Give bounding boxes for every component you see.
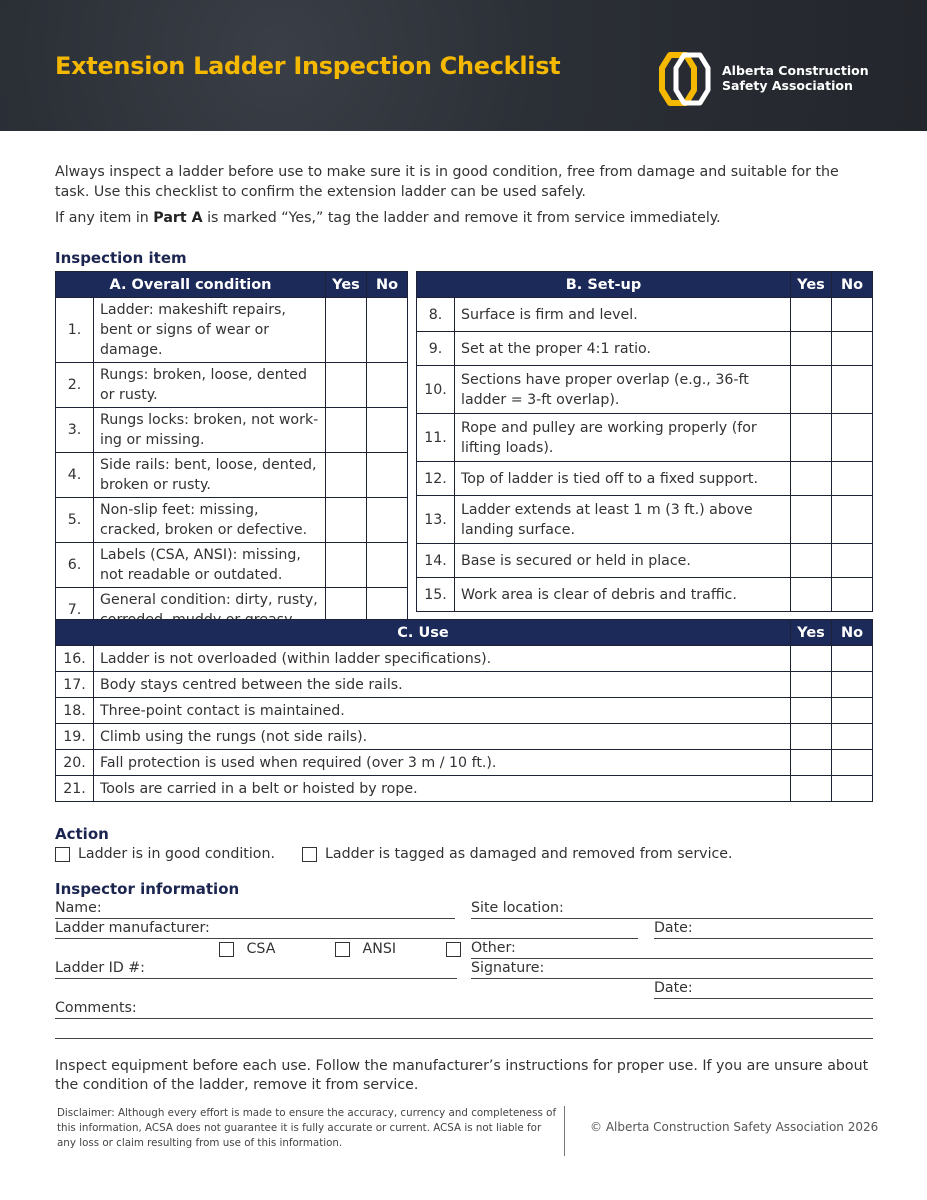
disclaimer: Disclaimer: Although every effort is made to ensure the accuracy, currency and completeness of this information, ACSA does not guarantee it is fully accurate or current. ACSA is not liable for any loss or claim resulting from use of this information. [57, 1107, 557, 1149]
checklist-row [56, 298, 408, 363]
item-number: 3. [56, 408, 94, 453]
item-number: 6. [56, 543, 94, 588]
signature-field[interactable]: Signature: [471, 960, 873, 979]
item-text: Rope and pulley are working properly (for lifting loads). [455, 414, 791, 462]
other-option[interactable] [446, 941, 461, 957]
checklist-row [56, 453, 408, 498]
checklist-row [417, 578, 873, 612]
item-number: 17. [56, 672, 94, 698]
item-text: Ladder is not overloaded (within ladder specifications). [94, 646, 791, 672]
date-field-2[interactable]: Date: [654, 980, 873, 999]
item-number: 2. [56, 363, 94, 408]
no-checkbox-cell[interactable] [367, 498, 408, 543]
item-number: 8. [417, 298, 455, 332]
checklist-row [56, 776, 873, 802]
part-b-title: B. Set-up [417, 272, 791, 298]
yes-checkbox-cell[interactable] [791, 544, 832, 578]
checklist-row [56, 724, 873, 750]
item-text: Three-point contact is maintained. [94, 698, 791, 724]
no-checkbox-cell[interactable] [367, 543, 408, 588]
part-a-no-header: No [367, 272, 408, 298]
yes-checkbox-cell[interactable] [791, 724, 832, 750]
item-text: Non-slip feet: missing, cracked, broken or defective. [94, 498, 326, 543]
item-text: Base is secured or held in place. [455, 544, 791, 578]
yes-checkbox-cell[interactable] [791, 776, 832, 802]
yes-checkbox-cell[interactable] [791, 496, 832, 544]
item-number: 10. [417, 366, 455, 414]
inspector-info-heading: Inspector information [55, 880, 240, 898]
no-checkbox-cell[interactable] [367, 298, 408, 363]
yes-checkbox-cell[interactable] [791, 578, 832, 612]
yes-checkbox-cell[interactable] [326, 498, 367, 543]
yes-checkbox-cell[interactable] [791, 672, 832, 698]
yes-checkbox-cell[interactable] [326, 298, 367, 363]
part-c-yes-header: Yes [791, 620, 832, 646]
action-option-good[interactable]: Ladder is in good condition. [55, 846, 275, 862]
no-checkbox-cell[interactable] [367, 408, 408, 453]
action-option-damaged[interactable]: Ladder is tagged as damaged and removed from service. [302, 846, 733, 862]
copyright: © Alberta Construction Safety Association 2026 [590, 1120, 879, 1134]
intro-text [55, 162, 870, 234]
checklist-row [417, 414, 873, 462]
item-text: Ladder: makeshift repairs, bent or signs of wear or damage. [94, 298, 326, 363]
yes-checkbox-cell[interactable] [791, 698, 832, 724]
csa-option[interactable]: CSA [219, 941, 275, 957]
yes-checkbox-cell[interactable] [326, 363, 367, 408]
item-number: 20. [56, 750, 94, 776]
no-checkbox-cell[interactable] [832, 496, 873, 544]
yes-checkbox-cell[interactable] [791, 750, 832, 776]
good-condition-checkbox[interactable] [55, 847, 70, 862]
yes-checkbox-cell[interactable] [791, 414, 832, 462]
no-checkbox-cell[interactable] [367, 363, 408, 408]
part-c-no-header: No [832, 620, 873, 646]
yes-checkbox-cell[interactable] [791, 646, 832, 672]
no-checkbox-cell[interactable] [832, 776, 873, 802]
other-checkbox[interactable] [446, 942, 461, 957]
other-field[interactable]: Other: [471, 940, 873, 959]
yes-checkbox-cell[interactable] [326, 408, 367, 453]
yes-checkbox-cell[interactable] [326, 453, 367, 498]
item-text: Side rails: bent, loose, dented, broken or rusty. [94, 453, 326, 498]
inspection-item-heading: Inspection item [55, 249, 187, 267]
no-checkbox-cell[interactable] [832, 544, 873, 578]
checklist-row [56, 698, 873, 724]
item-number: 13. [417, 496, 455, 544]
no-checkbox-cell[interactable] [832, 750, 873, 776]
item-text: Body stays centred between the side rails. [94, 672, 791, 698]
item-number: 7. [56, 588, 94, 633]
part-b-no-header: No [832, 272, 873, 298]
checklist-row [417, 496, 873, 544]
item-text: Ladder extends at least 1 m (3 ft.) above landing surface. [455, 496, 791, 544]
checklist-row [56, 646, 873, 672]
ansi-option[interactable]: ANSI [335, 941, 396, 957]
yes-checkbox-cell[interactable] [791, 462, 832, 496]
checklist-row [56, 498, 408, 543]
checklist-row [56, 750, 873, 776]
date-field[interactable]: Date: [654, 920, 873, 939]
item-text: Work area is clear of debris and traffic. [455, 578, 791, 612]
item-number: 16. [56, 646, 94, 672]
no-checkbox-cell[interactable] [832, 646, 873, 672]
intro-paragraph-2: If any item in Part A is marked “Yes,” tag the ladder and remove it from service immediately. [55, 210, 721, 226]
item-text: Rungs: broken, loose, dented or rusty. [94, 363, 326, 408]
acsa-logo-icon [650, 50, 714, 108]
page-title: Extension Ladder Inspection Checklist [55, 52, 561, 80]
checklist-row [417, 298, 873, 332]
page-header [0, 0, 927, 131]
checklist-row [417, 462, 873, 496]
checklist-row [56, 543, 408, 588]
csa-checkbox[interactable] [219, 942, 234, 957]
part-a-table [55, 271, 408, 633]
org-name: Alberta Construction Safety Association [722, 63, 869, 93]
checklist-row [417, 366, 873, 414]
no-checkbox-cell[interactable] [832, 698, 873, 724]
item-number: 11. [417, 414, 455, 462]
item-text: Tools are carried in a belt or hoisted by rope. [94, 776, 791, 802]
item-number: 4. [56, 453, 94, 498]
checklist-row [417, 332, 873, 366]
tagged-damaged-checkbox[interactable] [302, 847, 317, 862]
checklist-row [56, 672, 873, 698]
yes-checkbox-cell[interactable] [791, 332, 832, 366]
item-number: 19. [56, 724, 94, 750]
no-checkbox-cell[interactable] [832, 724, 873, 750]
checklist-row [56, 408, 408, 453]
item-number: 5. [56, 498, 94, 543]
no-checkbox-cell[interactable] [832, 414, 873, 462]
comments-line-2[interactable] [55, 1020, 873, 1039]
intro-paragraph-1: Always inspect a ladder before use to make sure it is in good condition, free from damage and suitable for the task. Use this checklist to confirm the extension ladder can be used safely. [55, 164, 839, 200]
item-text: General condition: dirty, rusty, [94, 588, 326, 633]
yes-checkbox-cell[interactable] [326, 543, 367, 588]
ladder-manufacturer-field[interactable]: Ladder manufacturer: [55, 920, 638, 939]
part-b-yes-header: Yes [791, 272, 832, 298]
no-checkbox-cell[interactable] [367, 453, 408, 498]
part-c-table [55, 619, 873, 802]
footer-note: Inspect equipment before each use. Follow the manufacturer’s instructions for proper use. If you are unsure about the condition of the ladder, remove it from service. [55, 1058, 869, 1093]
action-heading: Action [55, 825, 109, 843]
no-checkbox-cell[interactable] [832, 298, 873, 332]
item-text: Climb using the rungs (not side rails). [94, 724, 791, 750]
checklist-row [56, 363, 408, 408]
part-a-title: A. Overall condition [56, 272, 326, 298]
item-number: 18. [56, 698, 94, 724]
part-a-yes-header: Yes [326, 272, 367, 298]
item-text: Set at the proper 4:1 ratio. [455, 332, 791, 366]
site-location-field[interactable]: Site location: [471, 900, 873, 919]
item-number: 15. [417, 578, 455, 612]
part-c-title: C. Use [56, 620, 791, 646]
checklist-row [417, 544, 873, 578]
ladder-id-field[interactable]: Ladder ID #: [55, 960, 457, 979]
item-text: Rungs locks: broken, not work-ing or missing. [94, 408, 326, 453]
yes-checkbox-cell[interactable] [791, 366, 832, 414]
no-checkbox-cell[interactable] [832, 366, 873, 414]
item-text: Labels (CSA, ANSI): missing, not readable or outdated. [94, 543, 326, 588]
footer-divider [564, 1106, 565, 1156]
item-number: 1. [56, 298, 94, 363]
item-number: 21. [56, 776, 94, 802]
yes-checkbox-cell[interactable] [791, 298, 832, 332]
part-b-table [416, 271, 873, 612]
no-checkbox-cell[interactable] [832, 462, 873, 496]
item-number: 12. [417, 462, 455, 496]
comments-field[interactable]: Comments: [55, 1000, 873, 1019]
item-text: Surface is firm and level. [455, 298, 791, 332]
item-number: 14. [417, 544, 455, 578]
item-text: Sections have proper overlap (e.g., 36-ft ladder = 3-ft overlap). [455, 366, 791, 414]
item-text: Fall protection is used when required (over 3 m / 10 ft.). [94, 750, 791, 776]
ansi-checkbox[interactable] [335, 942, 350, 957]
no-checkbox-cell[interactable] [832, 672, 873, 698]
no-checkbox-cell[interactable] [832, 578, 873, 612]
no-checkbox-cell[interactable] [832, 332, 873, 366]
name-field[interactable]: Name: [55, 900, 455, 919]
item-number: 9. [417, 332, 455, 366]
item-text: Top of ladder is tied off to a fixed support. [455, 462, 791, 496]
